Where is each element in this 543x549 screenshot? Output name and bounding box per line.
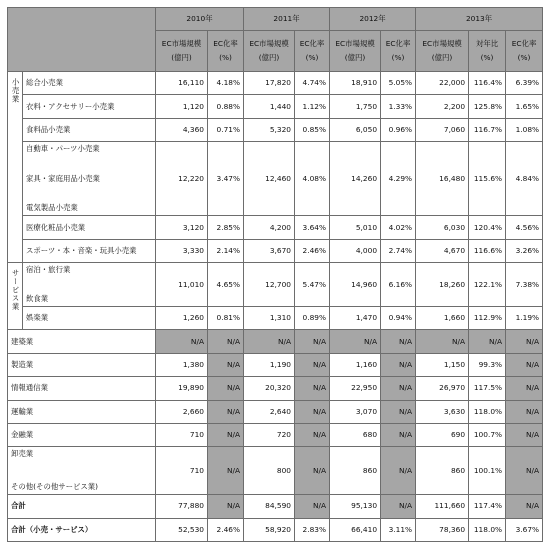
- value-cell: 720: [244, 423, 295, 446]
- row-label: [23, 142, 156, 216]
- table-row: [8, 118, 543, 141]
- row-label: 合計（小売・サービス）: [8, 518, 156, 541]
- value-cell: 116.6%: [469, 239, 506, 262]
- value-cell: 3,670: [244, 239, 295, 262]
- table-row: [8, 142, 543, 216]
- value-cell: 26,970: [416, 377, 469, 400]
- value-cell: N/A: [208, 495, 244, 518]
- value-cell: 4.02%: [381, 216, 416, 239]
- value-cell: N/A: [208, 353, 244, 376]
- row-label-line: その他(その他サービス業): [11, 482, 99, 492]
- year-2013-header: 2013年: [416, 8, 543, 31]
- value-cell: 22,000: [416, 72, 469, 95]
- value-cell: 1.33%: [381, 95, 416, 118]
- table-row: [8, 72, 543, 95]
- value-cell: N/A: [506, 423, 543, 446]
- value-cell: 0.85%: [295, 118, 330, 141]
- value-cell: 18,260: [416, 263, 469, 307]
- value-cell: 3,070: [330, 400, 381, 423]
- service-group-text: サービス業: [11, 269, 21, 312]
- value-cell: N/A: [295, 330, 330, 353]
- value-cell: 115.6%: [469, 142, 506, 216]
- value-cell: N/A: [208, 400, 244, 423]
- row-label: 医療化粧品小売業: [23, 216, 156, 239]
- value-cell: 0.96%: [381, 118, 416, 141]
- value-cell: N/A: [506, 377, 543, 400]
- service-group-label: [8, 263, 23, 330]
- value-cell: 4.29%: [381, 142, 416, 216]
- value-cell: 100.7%: [469, 423, 506, 446]
- value-cell: 5.47%: [295, 263, 330, 307]
- value-cell: N/A: [330, 330, 381, 353]
- value-cell: N/A: [295, 447, 330, 495]
- ec-market-table: [7, 7, 543, 542]
- row-label: 情報通信業: [8, 377, 156, 400]
- row-label: 食料品小売業: [23, 118, 156, 141]
- yoy-header: 対年比 (%): [469, 31, 506, 72]
- value-cell: N/A: [208, 330, 244, 353]
- value-cell: 22,950: [330, 377, 381, 400]
- table-row: [8, 518, 543, 541]
- value-cell: 860: [416, 447, 469, 495]
- value-cell: 2.85%: [208, 216, 244, 239]
- year-2010-header: 2010年: [156, 8, 244, 31]
- value-cell: 99.3%: [469, 353, 506, 376]
- value-cell: 116.4%: [469, 72, 506, 95]
- value-cell: N/A: [381, 377, 416, 400]
- value-cell: N/A: [381, 330, 416, 353]
- value-cell: 1,120: [156, 95, 208, 118]
- value-cell: 690: [416, 423, 469, 446]
- table-row: [8, 330, 543, 353]
- value-cell: 1,470: [330, 307, 381, 330]
- row-label-stack: [26, 266, 152, 303]
- row-label-line: 飲食業: [26, 293, 49, 303]
- value-cell: 66,410: [330, 518, 381, 541]
- value-cell: N/A: [381, 400, 416, 423]
- value-cell: 3.47%: [208, 142, 244, 216]
- value-cell: 1,440: [244, 95, 295, 118]
- value-cell: 3,120: [156, 216, 208, 239]
- value-cell: 58,920: [244, 518, 295, 541]
- value-cell: 0.89%: [295, 307, 330, 330]
- value-cell: 112.9%: [469, 307, 506, 330]
- value-cell: 117.4%: [469, 495, 506, 518]
- row-label: [23, 263, 156, 307]
- year-header-row: [8, 8, 543, 31]
- value-cell: 5.05%: [381, 72, 416, 95]
- value-cell: 52,530: [156, 518, 208, 541]
- value-cell: N/A: [506, 353, 543, 376]
- value-cell: 14,260: [330, 142, 381, 216]
- value-cell: 16,480: [416, 142, 469, 216]
- row-label: [8, 447, 156, 495]
- table-row: [8, 95, 543, 118]
- value-cell: 4,000: [330, 239, 381, 262]
- value-cell: 5,320: [244, 118, 295, 141]
- value-cell: N/A: [295, 423, 330, 446]
- row-label: 総合小売業: [23, 72, 156, 95]
- value-cell: 1.65%: [506, 95, 543, 118]
- value-cell: 77,880: [156, 495, 208, 518]
- ec-rate-header: EC化率 (%): [506, 31, 543, 72]
- row-label: 建築業: [8, 330, 156, 353]
- value-cell: 3,330: [156, 239, 208, 262]
- value-cell: 1,310: [244, 307, 295, 330]
- value-cell: N/A: [506, 330, 543, 353]
- value-cell: 118.0%: [469, 518, 506, 541]
- value-cell: N/A: [381, 447, 416, 495]
- value-cell: 1.12%: [295, 95, 330, 118]
- row-label: 衣料・アクセサリー小売業: [23, 95, 156, 118]
- value-cell: 4.65%: [208, 263, 244, 307]
- value-cell: 12,460: [244, 142, 295, 216]
- year-2012-header: 2012年: [330, 8, 416, 31]
- value-cell: 3.26%: [506, 239, 543, 262]
- value-cell: 2.14%: [208, 239, 244, 262]
- ec-rate-header: EC化率 (%): [208, 31, 244, 72]
- value-cell: 0.94%: [381, 307, 416, 330]
- value-cell: 2.74%: [381, 239, 416, 262]
- value-cell: 4.84%: [506, 142, 543, 216]
- table-row: [8, 239, 543, 262]
- value-cell: 2,200: [416, 95, 469, 118]
- value-cell: N/A: [506, 400, 543, 423]
- value-cell: N/A: [295, 400, 330, 423]
- row-label: スポーツ・本・音楽・玩具小売業: [23, 239, 156, 262]
- value-cell: N/A: [381, 495, 416, 518]
- value-cell: N/A: [244, 330, 295, 353]
- year-2011-header: 2011年: [244, 8, 330, 31]
- value-cell: 4.08%: [295, 142, 330, 216]
- value-cell: 3.11%: [381, 518, 416, 541]
- row-label-line: 電気製品小売業: [26, 203, 78, 213]
- value-cell: N/A: [506, 447, 543, 495]
- value-cell: N/A: [295, 377, 330, 400]
- ec-rate-header: EC化率 (%): [381, 31, 416, 72]
- market-size-header: EC市場規模 (億円): [244, 31, 295, 72]
- value-cell: 1.19%: [506, 307, 543, 330]
- value-cell: 116.7%: [469, 118, 506, 141]
- value-cell: 14,960: [330, 263, 381, 307]
- value-cell: 122.1%: [469, 263, 506, 307]
- value-cell: 19,890: [156, 377, 208, 400]
- table-row: [8, 423, 543, 446]
- row-label-stack: [26, 145, 152, 212]
- row-label: 金融業: [8, 423, 156, 446]
- row-label-line: 卸売業: [11, 449, 34, 459]
- value-cell: 4.18%: [208, 72, 244, 95]
- value-cell: 12,700: [244, 263, 295, 307]
- row-label: 娯楽業: [23, 307, 156, 330]
- row-label-line: 自動車・パーツ小売業: [26, 144, 100, 154]
- value-cell: 118.0%: [469, 400, 506, 423]
- value-cell: 0.88%: [208, 95, 244, 118]
- value-cell: 78,360: [416, 518, 469, 541]
- value-cell: 18,910: [330, 72, 381, 95]
- value-cell: N/A: [208, 447, 244, 495]
- row-label: 製造業: [8, 353, 156, 376]
- value-cell: 1.08%: [506, 118, 543, 141]
- value-cell: 5,010: [330, 216, 381, 239]
- market-size-header: EC市場規模 (億円): [416, 31, 469, 72]
- value-cell: 111,660: [416, 495, 469, 518]
- value-cell: 1,190: [244, 353, 295, 376]
- value-cell: 17,820: [244, 72, 295, 95]
- value-cell: 3.67%: [506, 518, 543, 541]
- value-cell: 860: [330, 447, 381, 495]
- value-cell: 7,060: [416, 118, 469, 141]
- value-cell: 6.16%: [381, 263, 416, 307]
- table-row: [8, 263, 543, 307]
- table-row: [8, 307, 543, 330]
- value-cell: 100.1%: [469, 447, 506, 495]
- row-label: 運輸業: [8, 400, 156, 423]
- row-label: 合計: [8, 495, 156, 518]
- value-cell: 6,030: [416, 216, 469, 239]
- value-cell: 1,380: [156, 353, 208, 376]
- value-cell: 117.5%: [469, 377, 506, 400]
- table-row: [8, 377, 543, 400]
- value-cell: 710: [156, 423, 208, 446]
- value-cell: 3,630: [416, 400, 469, 423]
- value-cell: 4,200: [244, 216, 295, 239]
- market-size-header: EC市場規模 (億円): [156, 31, 208, 72]
- value-cell: 16,110: [156, 72, 208, 95]
- value-cell: 20,320: [244, 377, 295, 400]
- table-row: [8, 495, 543, 518]
- value-cell: 1,750: [330, 95, 381, 118]
- value-cell: N/A: [208, 377, 244, 400]
- value-cell: N/A: [506, 495, 543, 518]
- value-cell: 680: [330, 423, 381, 446]
- ec-rate-header: EC化率 (%): [295, 31, 330, 72]
- retail-group-text: 小売業: [11, 78, 21, 104]
- retail-group-label: [8, 72, 23, 263]
- row-label-stack: [11, 450, 152, 491]
- value-cell: N/A: [381, 353, 416, 376]
- value-cell: 2,660: [156, 400, 208, 423]
- value-cell: 2.46%: [295, 239, 330, 262]
- value-cell: N/A: [295, 353, 330, 376]
- row-label-line: 宿泊・旅行業: [26, 265, 71, 275]
- value-cell: N/A: [381, 423, 416, 446]
- corner-cell: [8, 8, 156, 72]
- value-cell: 0.71%: [208, 118, 244, 141]
- value-cell: 2.83%: [295, 518, 330, 541]
- value-cell: N/A: [208, 423, 244, 446]
- value-cell: 6.39%: [506, 72, 543, 95]
- value-cell: 1,660: [416, 307, 469, 330]
- row-label-line: 家具・家庭用品小売業: [26, 173, 100, 183]
- value-cell: 7.38%: [506, 263, 543, 307]
- value-cell: 125.8%: [469, 95, 506, 118]
- value-cell: 4,360: [156, 118, 208, 141]
- value-cell: 800: [244, 447, 295, 495]
- value-cell: 1,160: [330, 353, 381, 376]
- table-row: [8, 353, 543, 376]
- value-cell: N/A: [156, 330, 208, 353]
- value-cell: 4,670: [416, 239, 469, 262]
- value-cell: 12,220: [156, 142, 208, 216]
- table-row: [8, 400, 543, 423]
- table-row: [8, 447, 543, 495]
- value-cell: N/A: [469, 330, 506, 353]
- value-cell: 2.46%: [208, 518, 244, 541]
- value-cell: 120.4%: [469, 216, 506, 239]
- value-cell: 3.64%: [295, 216, 330, 239]
- market-size-header: EC市場規模 (億円): [330, 31, 381, 72]
- value-cell: 6,050: [330, 118, 381, 141]
- value-cell: 4.56%: [506, 216, 543, 239]
- value-cell: 710: [156, 447, 208, 495]
- value-cell: N/A: [416, 330, 469, 353]
- value-cell: 1,260: [156, 307, 208, 330]
- value-cell: N/A: [295, 495, 330, 518]
- value-cell: 2,640: [244, 400, 295, 423]
- value-cell: 1,150: [416, 353, 469, 376]
- table-row: [8, 216, 543, 239]
- value-cell: 11,010: [156, 263, 208, 307]
- value-cell: 0.81%: [208, 307, 244, 330]
- value-cell: 84,590: [244, 495, 295, 518]
- value-cell: 4.74%: [295, 72, 330, 95]
- value-cell: 95,130: [330, 495, 381, 518]
